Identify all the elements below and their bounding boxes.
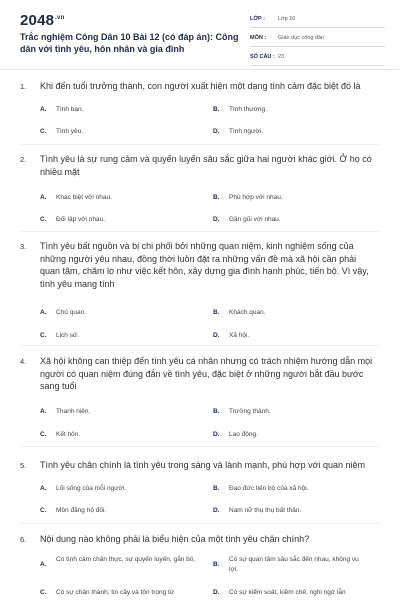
meta-value: 23 [278,54,285,60]
option-text: Phù hợp với nhau. [229,194,283,201]
option-a[interactable] [40,555,196,570]
option-letter: C. [40,216,47,223]
option-text: Có sự kiểm soát, kiềm chế, nghi ngờ lẫn [229,589,346,596]
option-text: Trưởng thành. [229,408,271,415]
option-text: Xã hội. [229,332,250,339]
option-letter: A. [40,106,47,113]
divider [20,345,380,346]
option-letter: C. [40,332,47,339]
option-c[interactable] [40,331,196,341]
option-text: Tình bạn. [56,106,84,113]
option-a[interactable] [40,193,196,203]
option-text: Chủ quan. [56,309,86,316]
option-letter: A. [40,408,47,415]
option-letter: C. [40,589,47,596]
option-letter: D. [213,431,220,438]
meta-key: SỐ CÂU : [250,54,275,60]
option-letter: C. [40,431,47,438]
option-a[interactable] [40,105,196,115]
option-text: Tình thương. [229,106,267,113]
site-logo[interactable] [20,12,64,29]
meta-value: Giáo dục công dân [278,35,325,41]
option-text: Có sự chân thành, tin cậy và tôn trọng từ [56,589,175,596]
meta-info [250,13,385,70]
option-letter: A. [40,485,47,492]
option-text: Môn đăng hộ đối. [56,507,107,514]
option-d[interactable] [213,506,369,516]
question-number: 1. [20,82,27,91]
option-letter: D. [213,128,220,135]
option-text: Khách quan. [229,309,266,316]
option-letter: C. [40,128,47,135]
option-text: Có tình cảm chân thực, sự quyến luyến, gắn bó. [56,556,196,563]
question-number: 6. [20,535,27,544]
option-letter: D. [213,216,220,223]
option-b[interactable] [213,193,369,203]
option-b[interactable] [213,407,369,417]
option-text: Lối sống của mỗi người. [56,485,127,492]
option-d[interactable] [213,430,369,440]
option-text: Nam nữ thụ thụ bất thân. [229,507,302,514]
option-text: Tình yêu. [56,128,84,135]
option-a[interactable] [40,407,196,417]
option-c[interactable] [40,215,196,225]
meta-row-class [250,13,385,28]
divider [20,144,380,145]
question-text: Tình yêu bất nguồn và bị chi phối bởi những quan niệm, kinh nghiệm sống của những người yêu nhau, đồng thời luôn đặt ra những vấn đề mà xã hội cần phải quan tâm, chăm lo như việc kết hôn, xây dựng gia đình hạnh phúc, tiến bộ. Vì vậy, tình yêu mang tính [40,241,369,289]
option-letter: A. [40,561,47,568]
divider [20,231,380,232]
option-c[interactable] [40,430,196,440]
option-a[interactable] [40,484,196,494]
question-text: Xã hội không can thiệp đến tình yêu cá nhân nhưng có trách nhiệm hướng dẫn mọi người có quan niệm đúng đắn về tình yêu, đặc biệt ở những người bắt đầu bước sang tuổi [40,356,373,391]
divider [20,523,380,524]
option-text: Đạo đức tiến bộ của xã hội. [229,485,309,492]
option-letter: B. [213,309,220,316]
option-letter: B. [213,485,220,492]
question-text: Tình yêu chân chính là tình yêu trong sáng và lành mạnh, phù hợp với quan niệm [40,460,366,470]
option-text: Khác biệt với nhau. [56,194,112,201]
option-b[interactable] [213,105,369,115]
option-text: Gần gũi với nhau. [229,216,281,223]
meta-row-count [250,51,385,66]
question-number: 2. [20,155,27,164]
option-c[interactable] [40,506,196,516]
option-letter: A. [40,194,47,201]
option-b[interactable] [213,555,369,574]
page-header [0,0,400,70]
option-d[interactable] [213,215,369,225]
option-d[interactable] [213,331,369,341]
question-text: Nội dung nào không phải là biểu hiện của một tình yêu chân chính? [40,534,310,544]
question-number: 4. [20,357,27,366]
option-letter: A. [40,309,47,316]
option-text: Lịch sử. [56,332,80,339]
option-text: Thanh niên. [56,408,91,415]
logo-suffix: .vn [55,15,65,21]
option-d[interactable] [213,127,369,137]
option-c[interactable] [40,127,196,137]
option-letter: C. [40,507,47,514]
option-letter: B. [213,561,220,568]
option-d[interactable] [213,588,369,598]
option-b[interactable] [213,308,369,318]
option-b[interactable] [213,484,369,494]
meta-key: LỚP : [250,16,265,22]
option-letter: D. [213,332,220,339]
option-letter: D. [213,589,220,596]
logo-text: 2048 [20,12,55,29]
question-text: Khi đến tuổi trưởng thành, con người xuất hiện một dạng tình cảm đặc biệt đó là [40,81,361,91]
meta-value: Lớp 10 [278,16,296,22]
option-letter: B. [213,106,220,113]
page-title: Trắc nghiệm Công Dân 10 Bài 12 (có đáp án): Công dân với tình yêu, hôn nhân và gia đình [20,32,239,54]
option-text: Lao động. [229,431,258,438]
question-text: Tình yêu là sự rung cảm và quyến luyến sâu sắc giữa hai người khác giới. Ở họ có nhiều mặt [40,154,372,177]
question-number: 5. [20,461,27,470]
option-letter: B. [213,194,220,201]
option-text: Đối lập với nhau. [56,216,106,223]
option-letter: D. [213,507,220,514]
option-letter: B. [213,408,220,415]
meta-key: MÔN : [250,35,267,41]
option-text: Tình người. [229,128,263,135]
meta-row-subject [250,32,385,47]
option-a[interactable] [40,308,196,318]
divider [20,446,380,447]
option-text: Kết hôn. [56,431,81,438]
option-c[interactable] [40,588,196,598]
option-text: Có sự quan tâm sâu sắc đến nhau, không vụ lợi. [229,556,359,573]
question-number: 3. [20,242,27,251]
